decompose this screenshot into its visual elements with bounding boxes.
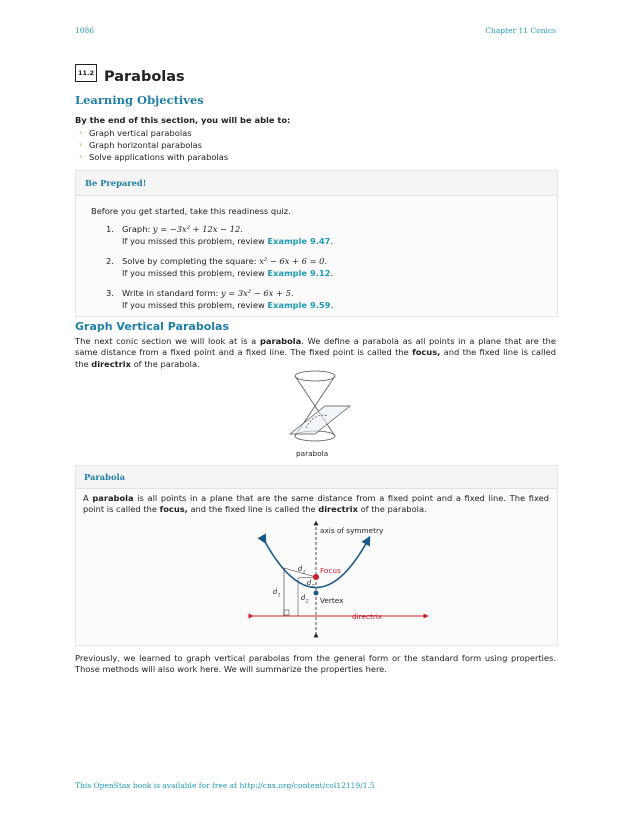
distance-label-right: $d_2$ — [307, 579, 315, 590]
closing-paragraph: Previously, we learned to graph vertical parabolas from the general form or the standard form using properties. Those methods will also work here. We will summarize the properties here. — [75, 653, 556, 675]
quiz-review-text: If you missed this problem, review — [122, 268, 268, 278]
focus-label: Focus — [320, 566, 341, 575]
quiz-end: . — [330, 236, 334, 246]
distance-label-bottom: $d_2$ — [301, 594, 309, 605]
quiz-item — [106, 287, 333, 311]
be-prepared-box — [75, 170, 558, 317]
cone-illustration — [270, 366, 360, 450]
quiz-item — [106, 255, 333, 279]
learning-objectives-intro: By the end of this section, you will be able to: — [75, 115, 291, 125]
definition-text: A parabola is all points in a plane that are the same distance from a fixed point and a fixed line. The fixed point is called the focus, and the fixed line is called the directrix of the parabola. — [83, 493, 549, 515]
vertex-point — [314, 591, 319, 596]
learning-objectives-list — [79, 127, 228, 164]
quiz-math: y = −3x² + 12x − 12. — [152, 224, 243, 234]
objective-item: › Graph vertical parabolas — [79, 127, 228, 139]
quiz-end: . — [330, 268, 334, 278]
section-title: Parabolas — [104, 69, 185, 85]
quiz-review-link[interactable]: Example 9.47 — [267, 236, 331, 246]
objective-item: › Graph horizontal parabolas — [79, 139, 228, 151]
be-prepared-intro: Before you get started, take this readiness quiz. — [91, 206, 291, 216]
footer-text: This OpenStax book is available for free at http://cnx.org/content/col12119/1.5 — [75, 781, 375, 790]
quiz-prompt: Solve by completing the square: — [122, 256, 260, 266]
distance-label-top: $d_1$ — [298, 565, 306, 576]
distance-label-left: $d_1$ — [273, 588, 281, 599]
quiz-review-text: If you missed this problem, review — [122, 300, 268, 310]
page-number: 1086 — [75, 26, 95, 35]
objective-item: › Solve applications with parabolas — [79, 151, 228, 163]
quiz-review-link[interactable]: Example 9.12 — [267, 268, 331, 278]
directrix-label: directrix — [352, 612, 383, 621]
quiz-number: 2. — [106, 256, 114, 266]
quiz-math: y = 3x² − 6x + 5. — [220, 288, 294, 298]
quiz-math: x² − 6x + 6 = 0. — [259, 256, 328, 266]
learning-objectives-title: Learning Objectives — [75, 93, 204, 107]
quiz-number: 1. — [106, 224, 114, 234]
quiz-review-link[interactable]: Example 9.59 — [267, 300, 331, 310]
section-number-box: 11.2 — [75, 64, 97, 82]
vertex-label: Vertex — [320, 596, 344, 605]
cone-figure — [270, 366, 360, 450]
definition-title: Parabola — [76, 466, 557, 489]
chapter-heading: Chapter 11 Conics — [485, 26, 556, 35]
be-prepared-title: Be Prepared! — [76, 171, 557, 196]
axis-of-symmetry-label: axis of symmetry — [320, 526, 384, 535]
quiz-review-text: If you missed this problem, review — [122, 236, 268, 246]
parabola-diagram — [246, 520, 446, 642]
definition-box — [75, 465, 558, 646]
quiz-end: . — [330, 300, 334, 310]
figure-caption: parabola — [296, 449, 329, 458]
subsection-title: Graph Vertical Parabolas — [75, 320, 229, 333]
quiz-number: 3. — [106, 288, 114, 298]
intro-paragraph: The next conic section we will look at is a parabola. We define a parabola as all points in a plane that are the same distance from a fixed point and a fixed line. The fixed point is called the focus, and the fixed line is called the directrix of the parabola. — [75, 336, 556, 369]
quiz-prompt: Graph: — [122, 224, 153, 234]
quiz-prompt: Write in standard form: — [122, 288, 221, 298]
quiz-item — [106, 223, 333, 247]
